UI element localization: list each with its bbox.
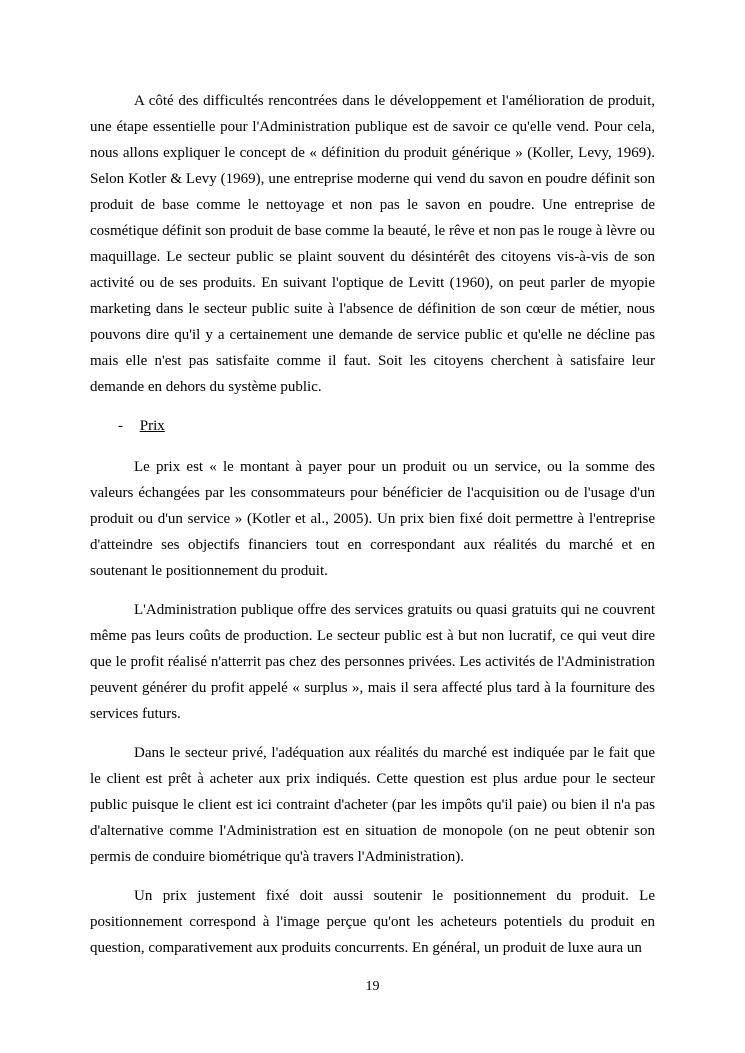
- paragraph-free-public-services: L'Administration publique offre des services gratuits ou quasi gratuits qui ne couvrent même pas leurs coûts de production. Le secteur public est à but non lucratif, ce qui veut dire que le profit réalisé n'atterrit pas chez des personnes privées. Les activités de l'Administration peuvent générer du profit appelé « surplus », mais il sera affecté plus tard à la fourniture des services futurs.: [90, 602, 655, 722]
- paragraph-private-sector-monopoly: Dans le secteur privé, l'adéquation aux réalités du marché est indiquée par le fait que le client est prêt à acheter aux prix indiqués. Cette question est plus ardue pour le secteur public puisque le client est ici contraint d'acheter (par les impôts qu'il paie) ou bien il n'a pas d'alternative comme l'Administration est en situation de monopole (on ne peut obtenir son permis de conduire biométrique qu'à travers l'Administration).: [90, 745, 655, 865]
- paragraph-price-positioning: Un prix justement fixé doit aussi soutenir le positionnement du produit. Le positionnement correspond à l'image perçue qu'ont les acheteurs potentiels du produit en question, comparativement aux produits concurrents. En général, un produit de luxe aura un: [90, 888, 655, 956]
- list-item-label: Prix: [139, 418, 165, 434]
- paragraph-price-definition: Le prix est « le montant à payer pour un produit ou un service, ou la somme des valeurs échangées par les consommateurs pour bénéficier de l'acquisition ou de l'usage d'un produit ou d'un service » (Kotler et al., 2005). Un prix bien fixé doit permettre à l'entreprise d'atteindre ses objectifs financiers tout en correspondant aux réalités du marché et en soutenant le positionnement du produit.: [90, 459, 655, 579]
- list-item-prix: [118, 413, 655, 439]
- page-number: 19: [365, 979, 380, 994]
- list-dash-marker: -: [118, 418, 123, 434]
- text-block: [90, 88, 655, 961]
- paragraph-generic-product-definition: A côté des difficultés rencontrées dans le développement et l'amélioration de produit, une étape essentielle pour l'Administration publique est de savoir ce qu'elle vend. Pour cela, nous allons expliquer le concept de « définition du produit générique » (Koller, Levy, 1969). Selon Kotler & Levy (1969), une entreprise moderne qui vend du savon en poudre définit son produit de base comme le nettoyage et non pas le savon en poudre. Une entreprise de cosmétique définit son produit de base comme la beauté, le rêve et non pas le rouge à lèvre ou maquillage. Le secteur public se plaint souvent du désintérêt des citoyens vis-à-vis de son activité ou de ses produits. En suivant l'optique de Levitt (1960), on peut parler de myopie marketing dans le secteur public suite à l'absence de définition de son cœur de métier, nous pouvons dire qu'il y a certainement une demande de service public et qu'elle ne décline pas mais elle n'est pas satisfaite comme il faut. Soit les citoyens cherchent à satisfaire leur demande en dehors du système public.: [90, 93, 655, 395]
